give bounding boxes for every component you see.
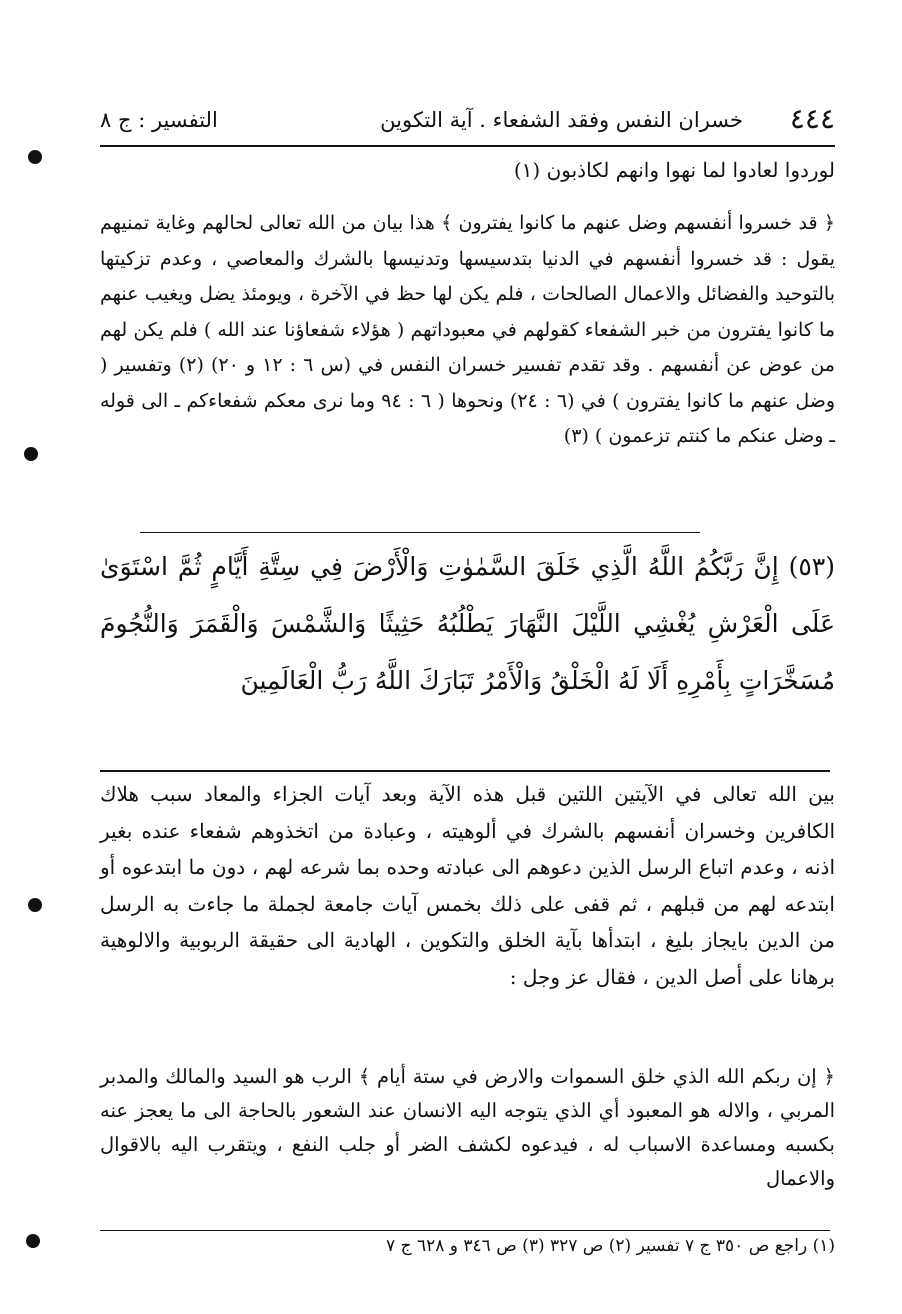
header-rule xyxy=(100,145,835,147)
book-volume: التفسير : ج ٨ xyxy=(100,108,218,132)
separator-rule xyxy=(140,532,700,533)
footnotes: (١) راجع ص ٣٥٠ ج ٧ تفسير (٢) ص ٣٢٧ (٣) ص ٣٤٦ و ٦٢٨ ج ٧ xyxy=(386,1236,835,1256)
quran-verse: (٥٣) إِنَّ رَبَّكُمُ اللَّهُ الَّذِي خَلَقَ السَّمٰوٰتِ وَالْأَرْضَ فِي سِتَّةِ أَيَّامٍ ثُمَّ اسْتَوَىٰ عَلَى الْعَرْشِ يُغْشِي اللَّيْلَ النَّهَارَ يَطْلُبُهُ حَثِيثًا وَالشَّمْسَ وَالْقَمَرَ وَالنُّجُومَ مُسَخَّرَاتٍ بِأَمْرِهِ أَلَا لَهُ الْخَلْقُ وَالْأَمْرُ تَبَارَكَ اللَّهُ رَبُّ الْعَالَمِينَ xyxy=(100,552,835,695)
page-number: ٤٤٤ xyxy=(789,102,835,135)
section-title: خسران النفس وفقد الشفعاء . آية التكوين xyxy=(380,108,743,132)
commentary-paragraph: بين الله تعالى في الآيتين اللتين قبل هذه الآية وبعد آيات الجزاء والمعاد سبب هلاك الكافرين وخسران أنفسهم بالشرك في ألوهيته ، وعبادة من اتخذوهم شفعاء عنده بغير اذنه ، وعدم اتباع الرسل الذين دعوهم الى عبادته وحده بما شرعه لهم ، دون ما ابتدعوه أو ابتدعه لهم من قبلهم ، ثم قفى على ذلك بخمس آيات جامعة لجملة ما جاءت به الرسل من الدين بايجاز بليغ ، ابتدأها بآية الخلق والتكوين ، الهادية الى حقيقة الربوبية والالوهية برهانا على أصل الدين ، فقال عز وجل : xyxy=(100,782,835,989)
binding-hole-icon xyxy=(26,1234,40,1248)
binding-hole-icon xyxy=(28,898,42,912)
binding-hole-icon xyxy=(24,447,38,461)
footnote-rule xyxy=(100,1230,830,1231)
commentary-paragraph: ﴿ إن ربكم الله الذي خلق السموات والارض في ستة أيام ﴾ الرب هو السيد والمالك والمدبر المربي ، والاله هو المعبود أي الذي يتوجه اليه الانسان عند الشعور بالحاجة الى ما يعجز عنه بكسبه ومساعدة الاسباب له ، فيدعوه لكشف الضر أو جلب النفع ، ويتقرب اليه بالاقوال والاعمال xyxy=(100,1065,835,1190)
binding-hole-icon xyxy=(28,150,42,164)
paragraph-continuation: لوردوا لعادوا لما نهوا وانهم لكاذبون (١) xyxy=(513,158,835,182)
commentary-paragraph: ﴿ قد خسروا أنفسهم وضل عنهم ما كانوا يفترون ﴾ هذا بيان من الله تعالى لحالهم وغاية تمنيهم يقول : قد خسروا أنفسهم في الدنيا بتدسيسها وتدنيسها بالشرك والمعاصي ، وعدم تزكيتها بالتوحيد والفضائل والاعمال الصالحات ، فلم يكن لها حظ في الآخرة ، ويومئذ يضل ويغيب عنهم ما كانوا يفترون من خبر الشفعاء كقولهم في معبوداتهم ( هؤلاء شفعاؤنا عند الله ) فلم يكن لهم من عوض عن أنفسهم . وقد تقدم تفسير خسران النفس في (س ٦ : ١٢ و ٢٠) (٢) وتفسير ( وضل عنهم ما كانوا يفترون ) في (٦ : ٢٤) ونحوها ( ٦ : ٩٤ وما نرى معكم شفعاءكم ـ الى قوله ـ وضل عنكم ما كنتم تزعمون ) (٣) xyxy=(100,212,836,447)
page-header xyxy=(100,102,835,142)
separator-rule xyxy=(100,770,830,772)
